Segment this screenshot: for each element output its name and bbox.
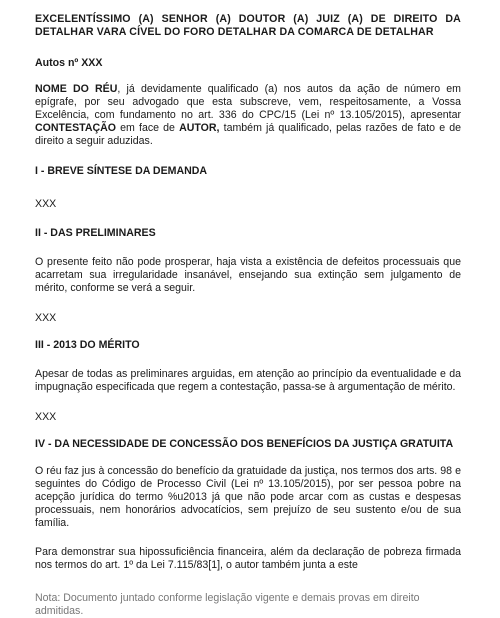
plaintiff-name: AUTOR, [179, 122, 220, 134]
autos-number: Autos nº XXX [35, 57, 103, 69]
contestacao-term: CONTESTAÇÃO [35, 122, 117, 134]
section-4-title: IV - DA NECESSIDADE DE CONCESSÃO DOS BENEFÍCIOS DA JUSTIÇA GRATUITA [35, 438, 454, 450]
intro-text-3: também já qualificado, pelas razões de fato e de direito a seguir aduzidas. [35, 122, 462, 147]
intro-text-2: em face de [116, 122, 180, 134]
section-2-body: XXX [35, 312, 57, 324]
intro-text-1: , já devidamente qualificado (a) nos autos da ação de número em epígrafe, por seu advogado que esta subscreve, vem, respeitosamente, a Vossa Excelência, com fundamento no art. 336 do CPC/15 (Lei nº 13.105/2015), apresentar [35, 83, 461, 121]
section-3-paragraph: Apesar de todas as preliminares arguidas, em atenção ao princípio da eventualidade e da impugnação especificada que regem a contestação, passa-se à argumentação de mérito. [35, 368, 461, 393]
cut-off-text: Nota: Documento juntado conforme legislação vigente e demais provas em direito admitidas. [35, 592, 420, 617]
document-header: EXCELENTÍSSIMO (A) SENHOR (A) DOUTOR (A) JUIZ (A) DE DIREITO DA DETALHAR VARA CÍVEL DO FORO DETALHAR DA COMARCA DE DETALHAR [35, 13, 461, 38]
document-page [35, 13, 461, 572]
section-2-paragraph: O presente feito não pode prosperar, haja vista a existência de defeitos processuais que acarretam sua irregularidade insanável, ensejando sua extinção sem julgamento de mérito, conforme se verá a seguir. [35, 256, 461, 294]
section-3-title: III - 2013 DO MÉRITO [35, 339, 140, 351]
section-1-title: I - BREVE SÍNTESE DA DEMANDA [35, 165, 208, 177]
defendant-name: NOME DO RÉU [35, 83, 118, 95]
section-3-body: XXX [35, 411, 57, 423]
section-4-paragraph-2: Para demonstrar sua hipossuficiência financeira, além da declaração de pobreza firmada nos termos do art. 1º da Lei 7.115/83[1], o autor também junta a este [35, 546, 461, 571]
section-4-paragraph-1: O réu faz jus à concessão do benefício da gratuidade da justiça, nos termos dos arts. 98 e seguintes do Código de Processo Civil (Lei nº 13.105/2015), por ser pessoa pobre na acepção jurídica do termo %u2013 já que não pode arcar com as custas e despesas processuais, nem honorários advocatícios, sem prejuízo de seu sustento e/ou de sua família. [35, 465, 461, 529]
section-2-title: II - DAS PRELIMINARES [35, 227, 156, 239]
cut-off-line [35, 592, 461, 617]
intro-paragraph [35, 83, 461, 148]
section-1-body: XXX [35, 198, 57, 210]
